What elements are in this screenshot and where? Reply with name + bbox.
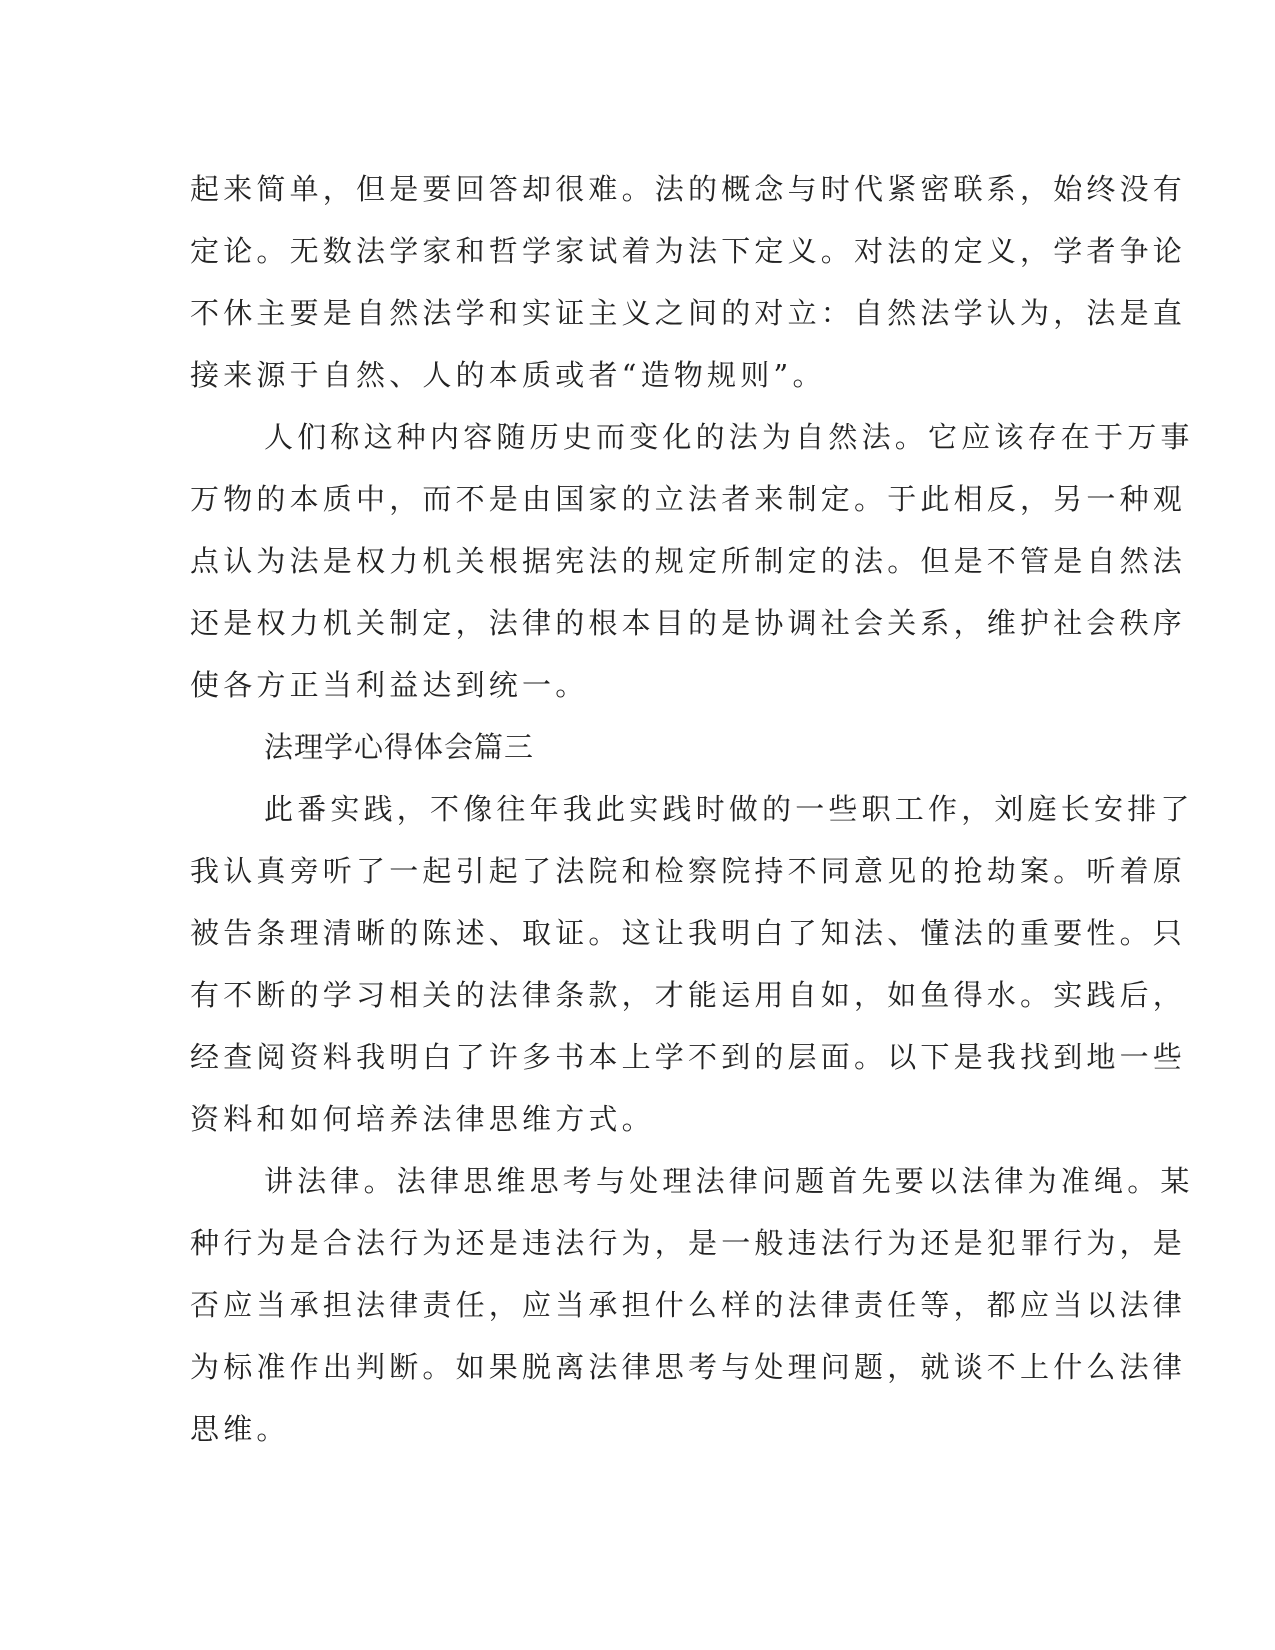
text-line: 我认真旁听了一起引起了法院和检察院持不同意见的抢劫案。听着原 xyxy=(190,854,1187,888)
paragraph-first-line: 讲法律。法律思维思考与处理法律问题首先要以法律为准绳。某 xyxy=(264,1164,1194,1198)
text-line: 使各方正当利益达到统一。 xyxy=(190,668,589,702)
text-line: 定论。无数法学家和哲学家试着为法下定义。对法的定义，学者争论 xyxy=(190,234,1187,268)
text-line: 起来简单，但是要回答却很难。法的概念与时代紧密联系，始终没有 xyxy=(190,172,1187,206)
text-line: 接来源于自然、人的本质或者“造物规则”。 xyxy=(190,358,826,392)
paragraph-first-line: 人们称这种内容随历史而变化的法为自然法。它应该存在于万事 xyxy=(264,420,1194,454)
paragraph-first-line: 此番实践，不像往年我此实践时做的一些职工作，刘庭长安排了 xyxy=(264,792,1194,826)
text-line: 还是权力机关制定，法律的根本目的是协调社会关系，维护社会秩序 xyxy=(190,606,1187,640)
text-line: 点认为法是权力机关根据宪法的规定所制定的法。但是不管是自然法 xyxy=(190,544,1187,578)
text-line: 思维。 xyxy=(190,1412,290,1446)
text-line: 资料和如何培养法律思维方式。 xyxy=(190,1102,655,1136)
text-line: 不休主要是自然法学和实证主义之间的对立：自然法学认为，法是直 xyxy=(190,296,1187,330)
text-line: 万物的本质中，而不是由国家的立法者来制定。于此相反，另一种观 xyxy=(190,482,1187,516)
text-line: 经查阅资料我明白了许多书本上学不到的层面。以下是我找到地一些 xyxy=(190,1040,1187,1074)
text-line: 有不断的学习相关的法律条款，才能运用自如，如鱼得水。实践后， xyxy=(190,978,1187,1012)
section-heading: 法理学心得体会篇三 xyxy=(264,730,535,764)
text-line: 为标准作出判断。如果脱离法律思考与处理问题，就谈不上什么法律 xyxy=(190,1350,1187,1384)
text-line: 被告条理清晰的陈述、取证。这让我明白了知法、懂法的重要性。只 xyxy=(190,916,1187,950)
text-line: 种行为是合法行为还是违法行为，是一般违法行为还是犯罪行为，是 xyxy=(190,1226,1187,1260)
text-line: 否应当承担法律责任，应当承担什么样的法律责任等，都应当以法律 xyxy=(190,1288,1187,1322)
document-body xyxy=(190,158,1194,1460)
